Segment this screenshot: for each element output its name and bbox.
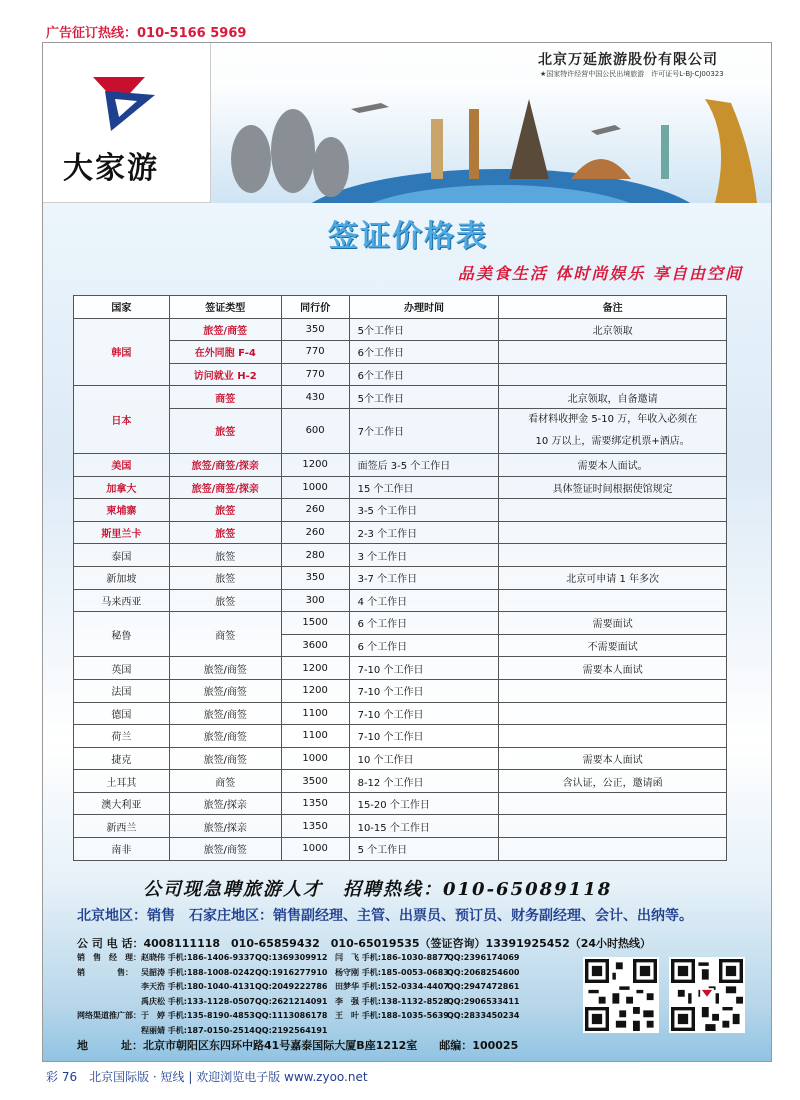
note-cell — [499, 544, 727, 567]
contact-qq: QQ:2833450234 — [447, 1011, 520, 1020]
slogan: 品美食生活 体时尚娱乐 享自由空间 — [457, 264, 743, 283]
note-cell — [499, 815, 727, 838]
visa-type-cell: 旅签/商签 — [169, 702, 281, 725]
visa-type-cell: 旅签 — [169, 589, 281, 612]
note-cell: 含认证，公正，邀请函 — [499, 770, 727, 793]
country-cell: 荷兰 — [74, 725, 170, 748]
contact-qq: QQ:2396174069 — [447, 953, 520, 962]
contact-person: 李天浩 手机:180-1040-4131 — [141, 982, 255, 991]
time-cell: 7-10 个工作日 — [349, 679, 499, 702]
time-cell: 10-15 个工作日 — [349, 815, 499, 838]
contact-person: 吴韶涛 手机:188-1008-0242 — [141, 967, 255, 977]
price-cell: 1100 — [281, 725, 349, 748]
time-cell: 3-5 个工作日 — [349, 499, 499, 522]
contact-qq: QQ:2049222786 — [255, 982, 328, 991]
contact-qq: QQ:2621214091 — [255, 996, 328, 1006]
price-cell: 770 — [281, 341, 349, 364]
price-cell: 1100 — [281, 702, 349, 725]
header-visa-type: 签证类型 — [169, 296, 281, 319]
contact-qq: QQ:1916277910 — [255, 967, 328, 977]
country-cell: 美国 — [74, 453, 170, 476]
contact-person: 田梦华 手机:152-0334-4407 — [335, 982, 449, 991]
country-cell: 英国 — [74, 657, 170, 680]
country-cell: 加拿大 — [74, 476, 170, 499]
visa-type-cell: 旅签/商签 — [169, 679, 281, 702]
price-cell: 1000 — [281, 838, 349, 861]
visa-type-cell: 旅签/商签 — [169, 747, 281, 770]
time-cell: 6个工作日 — [349, 341, 499, 364]
country-cell: 捷克 — [74, 747, 170, 770]
price-cell: 1000 — [281, 747, 349, 770]
contact-person: 李 强 手机:138-1132-8528 — [335, 996, 449, 1006]
contact-qq: QQ:2906533411 — [447, 996, 520, 1006]
price-cell: 350 — [281, 318, 349, 341]
visa-type-cell: 旅签/探亲 — [169, 792, 281, 815]
time-cell: 3 个工作日 — [349, 544, 499, 567]
country-cell: 法国 — [74, 679, 170, 702]
price-cell: 430 — [281, 386, 349, 409]
note-cell — [499, 363, 727, 386]
company-name: 北京万延旅游股份有限公司 — [538, 52, 718, 68]
visa-type-cell: 商签 — [169, 612, 281, 657]
contacts-list — [77, 951, 519, 1038]
price-cell: 260 — [281, 499, 349, 522]
note-line: 看材料收押金 5-10 万，年收入必须在 — [528, 413, 698, 425]
table-row — [74, 747, 727, 770]
table-row — [74, 408, 727, 453]
logo-icon — [85, 71, 165, 135]
note-cell — [499, 408, 727, 453]
table-row — [74, 566, 727, 589]
travel-banner-image — [211, 79, 772, 203]
table-row — [74, 386, 727, 409]
contact-person: 闫 飞 手机:186-1030-8877 — [335, 953, 449, 962]
country-cell: 斯里兰卡 — [74, 521, 170, 544]
note-cell — [499, 725, 727, 748]
contact-role: 销 售： — [77, 967, 133, 977]
time-cell: 8-12 个工作日 — [349, 770, 499, 793]
note-cell — [499, 521, 727, 544]
visa-type-cell: 商签 — [169, 386, 281, 409]
price-cell: 3600 — [281, 634, 349, 657]
time-cell: 7个工作日 — [349, 408, 499, 453]
visa-type-cell: 旅签/探亲 — [169, 815, 281, 838]
time-cell: 6 个工作日 — [349, 612, 499, 635]
country-cell: 韩国 — [74, 318, 170, 386]
table-row — [74, 318, 727, 341]
contact-person: 程丽婧 手机:187-0150-2514 — [141, 1025, 255, 1035]
contact-person: 杨守刚 手机:185-0053-0683 — [335, 967, 449, 977]
note-cell: 需要面试 — [499, 612, 727, 635]
time-cell: 7-10 个工作日 — [349, 702, 499, 725]
logo-text: 大家游 — [63, 151, 159, 186]
visa-type-cell: 旅签/商签 — [169, 318, 281, 341]
table-row — [74, 341, 727, 364]
price-cell: 3500 — [281, 770, 349, 793]
recruitment-regions: 北京地区：销售 石家庄地区：销售副经理、主管、出票员、预订员、财务副经理、会计、出纳等。 — [77, 908, 693, 924]
visa-price-table — [73, 295, 727, 861]
note-cell — [499, 792, 727, 815]
time-cell: 7-10 个工作日 — [349, 725, 499, 748]
contact-row — [77, 1009, 519, 1024]
company-phones: 公 司 电 话：4008111118 010-65859432 010-65019535（签证咨询）13391925452（24小时热线） — [77, 937, 652, 950]
note-cell — [499, 341, 727, 364]
visa-type-cell: 旅签/商签 — [169, 657, 281, 680]
contact-qq: QQ:1369309912 — [255, 953, 328, 962]
contact-qq: QQ:2947472861 — [447, 982, 520, 991]
page-frame — [42, 42, 772, 1062]
contact-role — [77, 980, 141, 995]
country-cell: 泰国 — [74, 544, 170, 567]
country-cell: 柬埔寨 — [74, 499, 170, 522]
contact-role: 网络渠道推广部： — [77, 1011, 141, 1020]
note-cell — [499, 589, 727, 612]
price-cell: 300 — [281, 589, 349, 612]
contact-person: 于 婷 手机:135-8190-4853 — [141, 1011, 255, 1020]
note-cell: 不需要面试 — [499, 634, 727, 657]
contact-role — [77, 1024, 141, 1039]
contact-role: 销 售 经 理： — [77, 953, 141, 962]
contact-row — [77, 951, 519, 966]
company-address: 地 址：北京市朝阳区东四环中路41号嘉泰国际大厦B座1212室 邮编：100025 — [77, 1039, 519, 1052]
price-cell: 1200 — [281, 679, 349, 702]
note-cell — [499, 499, 727, 522]
country-cell: 土耳其 — [74, 770, 170, 793]
visa-type-cell: 在外同胞 F-4 — [169, 341, 281, 364]
table-row — [74, 363, 727, 386]
visa-type-cell: 旅签 — [169, 499, 281, 522]
note-cell — [499, 838, 727, 861]
visa-type-cell: 旅签/商签/探亲 — [169, 476, 281, 499]
price-cell: 1200 — [281, 657, 349, 680]
time-cell: 面签后 3-5 个工作日 — [349, 453, 499, 476]
country-cell: 南非 — [74, 838, 170, 861]
country-cell: 澳大利亚 — [74, 792, 170, 815]
time-cell: 15 个工作日 — [349, 476, 499, 499]
price-cell: 1000 — [281, 476, 349, 499]
country-cell: 秘鲁 — [74, 612, 170, 657]
price-cell: 1200 — [281, 453, 349, 476]
table-row — [74, 589, 727, 612]
time-cell: 5个工作日 — [349, 386, 499, 409]
table-row — [74, 838, 727, 861]
table-row — [74, 725, 727, 748]
table-header-row — [74, 296, 727, 319]
ad-hotline: 广告征订热线：010-5166 5969 — [46, 26, 247, 41]
visa-type-cell: 旅签/商签 — [169, 838, 281, 861]
visa-type-cell: 旅签/商签 — [169, 725, 281, 748]
contact-person: 赵晓伟 手机:186-1406-9337 — [141, 953, 255, 962]
price-cell: 1500 — [281, 612, 349, 635]
table-row — [74, 612, 727, 635]
price-cell: 770 — [281, 363, 349, 386]
time-cell: 6 个工作日 — [349, 634, 499, 657]
contact-role — [77, 995, 141, 1010]
table-row — [74, 770, 727, 793]
contact-person: 王 叶 手机:188-1035-5639 — [335, 1011, 449, 1020]
price-cell: 600 — [281, 408, 349, 453]
header-note: 备注 — [499, 296, 727, 319]
table-row — [74, 702, 727, 725]
time-cell: 5 个工作日 — [349, 838, 499, 861]
time-cell: 2-3 个工作日 — [349, 521, 499, 544]
note-cell: 北京可申请 1 年多次 — [499, 566, 727, 589]
visa-type-cell: 访问就业 H-2 — [169, 363, 281, 386]
qr-code-icon — [669, 957, 745, 1033]
visa-type-cell: 旅签 — [169, 544, 281, 567]
page-footer: 彩 76 北京国际版 · 短线 | 欢迎浏览电子版 www.zyoo.net — [46, 1070, 368, 1084]
page-title: 签证价格表 — [328, 219, 488, 254]
time-cell: 10 个工作日 — [349, 747, 499, 770]
contact-row — [77, 966, 519, 981]
note-cell — [499, 702, 727, 725]
qr-code-icon — [583, 957, 659, 1033]
note-cell: 需要本人面试 — [499, 657, 727, 680]
table-row — [74, 657, 727, 680]
table-row — [74, 476, 727, 499]
table-row — [74, 544, 727, 567]
table-row — [74, 792, 727, 815]
note-cell — [499, 679, 727, 702]
table-row — [74, 453, 727, 476]
table-row — [74, 521, 727, 544]
country-cell: 日本 — [74, 386, 170, 454]
visa-type-cell: 旅签 — [169, 566, 281, 589]
logo-box — [43, 43, 211, 203]
visa-type-cell: 商签 — [169, 770, 281, 793]
price-cell: 260 — [281, 521, 349, 544]
note-cell: 北京领取，自备邀请 — [499, 386, 727, 409]
contact-qq: QQ:1113086178 — [255, 1011, 328, 1020]
note-cell: 需要本人面试 — [499, 747, 727, 770]
contact-qq: QQ:2068254600 — [447, 967, 520, 977]
contact-row — [77, 1024, 519, 1039]
visa-type-cell: 旅签/商签/探亲 — [169, 453, 281, 476]
table-row — [74, 815, 727, 838]
table-row — [74, 679, 727, 702]
country-cell: 德国 — [74, 702, 170, 725]
table-row — [74, 499, 727, 522]
contact-row — [77, 995, 519, 1010]
header-price: 同行价 — [281, 296, 349, 319]
header-country: 国家 — [74, 296, 170, 319]
time-cell: 7-10 个工作日 — [349, 657, 499, 680]
note-cell: 北京领取 — [499, 318, 727, 341]
country-cell: 新加坡 — [74, 566, 170, 589]
contact-row — [77, 980, 519, 995]
price-cell: 1350 — [281, 815, 349, 838]
price-cell: 280 — [281, 544, 349, 567]
note-cell: 需要本人面试。 — [499, 453, 727, 476]
time-cell: 6个工作日 — [349, 363, 499, 386]
contact-qq: QQ:2192564191 — [255, 1025, 328, 1035]
note-cell: 具体签证时间根据使馆规定 — [499, 476, 727, 499]
visa-type-cell: 旅签 — [169, 521, 281, 544]
time-cell: 5个工作日 — [349, 318, 499, 341]
time-cell: 4 个工作日 — [349, 589, 499, 612]
time-cell: 15-20 个工作日 — [349, 792, 499, 815]
note-line: 10 万以上，需要绑定机票+酒店。 — [535, 435, 690, 447]
header-time: 办理时间 — [349, 296, 499, 319]
country-cell: 马来西亚 — [74, 589, 170, 612]
recruitment-banner: 公司现急聘旅游人才 招聘热线：010-65089118 — [143, 879, 613, 900]
time-cell: 3-7 个工作日 — [349, 566, 499, 589]
country-cell: 新西兰 — [74, 815, 170, 838]
price-cell: 350 — [281, 566, 349, 589]
visa-type-cell: 旅签 — [169, 408, 281, 453]
price-cell: 1350 — [281, 792, 349, 815]
contact-person: 禹庆松 手机:133-1128-0507 — [141, 996, 255, 1006]
license-text: ★国家特许经营中国公民出境旅游 许可证号L-BJ-CJ00323 — [540, 70, 724, 78]
